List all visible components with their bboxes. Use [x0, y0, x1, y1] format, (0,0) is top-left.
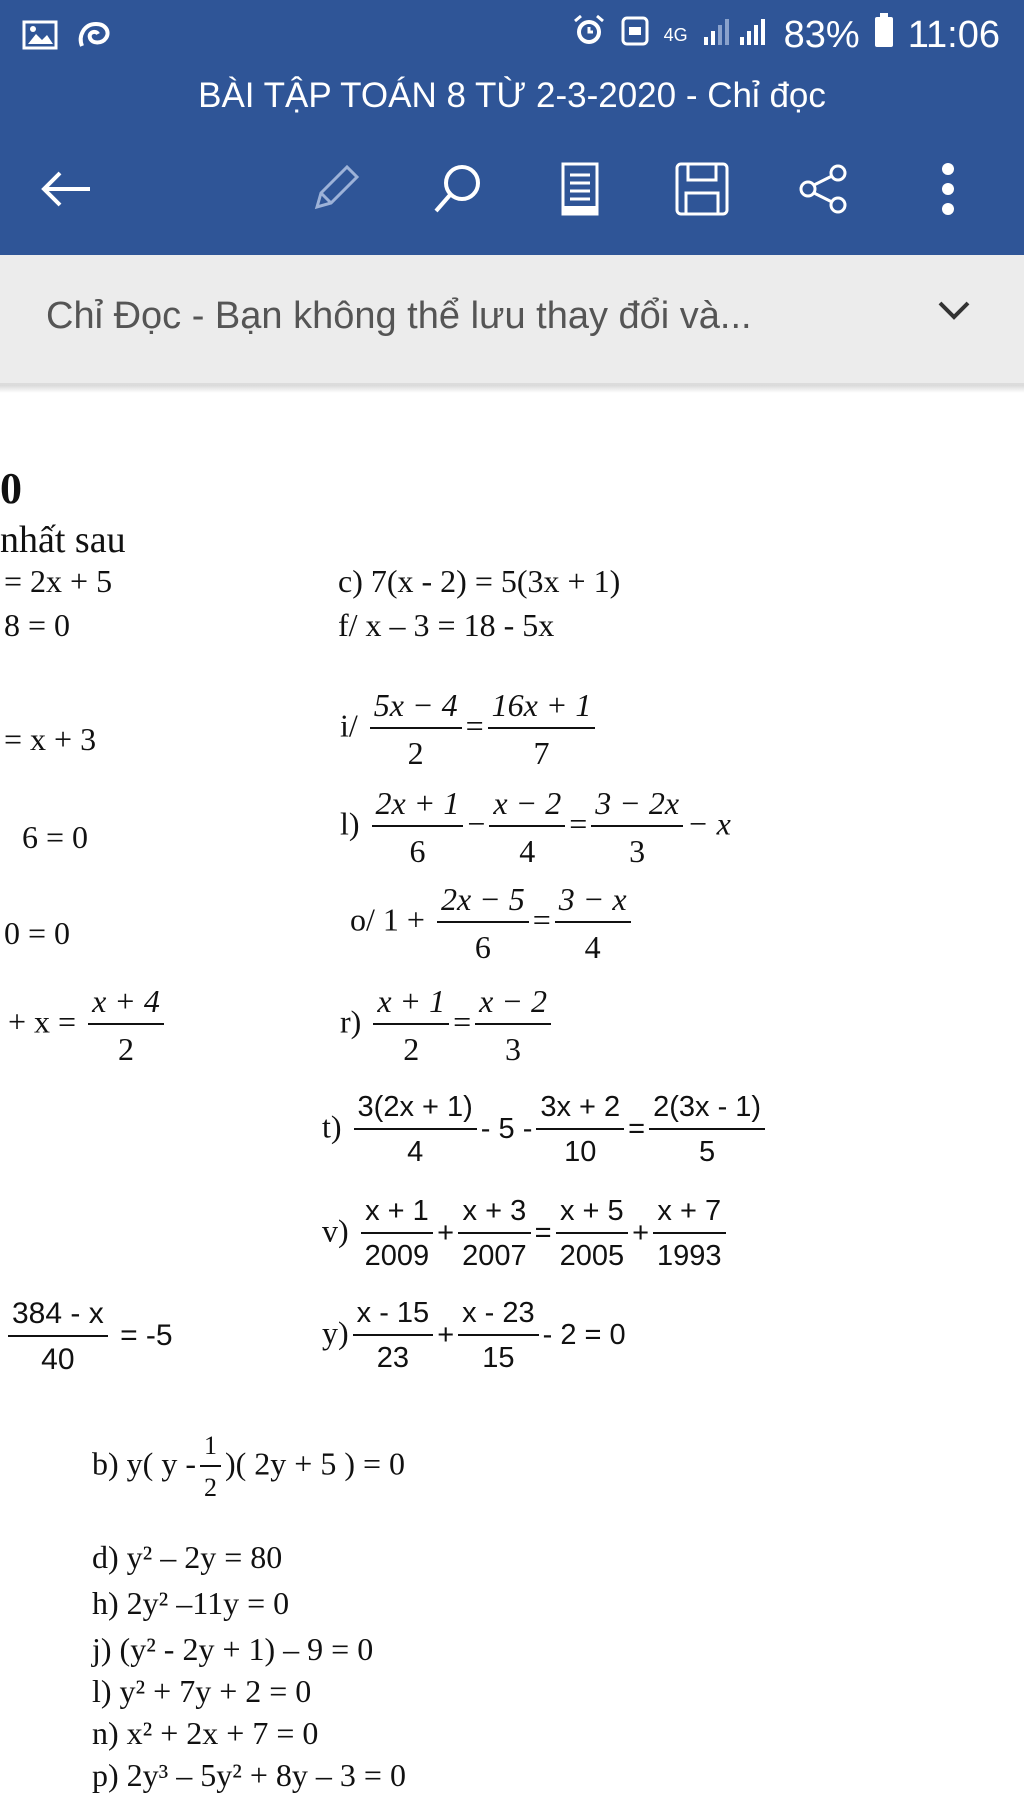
equation-h: h) 2y² –11y = 0 [92, 1585, 290, 1621]
equation-b [92, 1433, 405, 1501]
frac-denominator: 5 [699, 1136, 716, 1168]
equation-left-6 [8, 985, 168, 1065]
share-button[interactable] [784, 148, 864, 234]
equation-left-7 [4, 1299, 173, 1375]
frac-denominator: 2 [203, 1473, 217, 1502]
left7-suffix: = -5 [120, 1318, 173, 1352]
frac-denominator: 2007 [462, 1240, 527, 1272]
image-icon [22, 20, 58, 54]
frac-denominator: 6 [409, 833, 426, 869]
share-icon [796, 161, 852, 221]
equation-v [322, 1197, 730, 1271]
save-icon [674, 161, 730, 221]
equation-i-label: i/ [340, 707, 358, 744]
edit-pencil-icon [307, 161, 363, 221]
frac-numerator: 2(3x - 1) [649, 1093, 765, 1130]
frac-numerator: 2x + 1 [372, 787, 464, 827]
equation-j: j) (y² - 2y + 1) – 9 = 0 [92, 1631, 374, 1667]
frac-numerator: x + 1 [373, 985, 449, 1025]
back-button[interactable] [26, 148, 106, 234]
frac-numerator: x + 3 [458, 1197, 531, 1234]
equation-y [322, 1299, 626, 1373]
frac-denominator: 6 [474, 929, 491, 965]
equation-l2: l) y² + 7y + 2 = 0 [92, 1673, 312, 1709]
network-type: 4G [663, 24, 688, 45]
frac-numerator: x + 5 [556, 1197, 629, 1234]
alarm-icon [572, 13, 606, 57]
left6-numerator: x + 4 [88, 985, 164, 1025]
more-options-button[interactable] [908, 148, 988, 234]
reading-view-button[interactable] [540, 148, 620, 234]
equation-o [350, 883, 635, 963]
equals-sign: = [569, 805, 588, 842]
uc-browser-icon [76, 18, 114, 56]
reading-view-icon [560, 161, 600, 221]
equation-f: f/ x – 3 = 18 - 5x [338, 607, 555, 643]
equals-sign: = [532, 901, 551, 938]
frac-denominator: 15 [482, 1342, 515, 1374]
status-bar [0, 0, 1024, 72]
frac-numerator: 3 − x [555, 883, 631, 923]
equation-tail: − x [687, 805, 731, 842]
equation-n: n) x² + 2x + 7 = 0 [92, 1715, 319, 1751]
frac-numerator: x + 7 [653, 1197, 726, 1234]
equation-left-4: 6 = 0 [22, 819, 89, 855]
equation-c: c) 7(x - 2) = 5(3x + 1) [338, 563, 621, 599]
battery-percent: 83% [783, 13, 860, 56]
frac-numerator: 5x − 4 [370, 689, 462, 729]
frac-denominator: 23 [376, 1342, 410, 1374]
frac-denominator: 4 [584, 929, 601, 965]
equals-sign: = [453, 1003, 472, 1040]
equation-r [340, 985, 555, 1065]
equation-p: p) 2y³ – 5y² + 8y – 3 = 0 [92, 1757, 406, 1793]
frac-numerator: 3 − 2x [591, 787, 683, 827]
left6-denominator: 2 [117, 1031, 134, 1067]
document-title: BÀI TẬP TOÁN 8 TỪ 2-3-2020 - Chỉ đọc [198, 76, 826, 115]
chevron-down-icon[interactable] [936, 299, 972, 327]
equation-b-prefix: b) y( y - [92, 1445, 196, 1482]
equation-l [340, 787, 731, 867]
equation-b-suffix: )( 2y + 5 ) = 0 [224, 1445, 406, 1482]
frac-denominator: 10 [564, 1136, 597, 1168]
search-icon [430, 161, 486, 221]
frac-numerator: 2x − 5 [437, 883, 529, 923]
back-arrow-icon [38, 169, 94, 213]
left6-prefix: + x = [8, 1003, 77, 1040]
document-page[interactable] [0, 393, 1024, 1820]
more-options-icon [940, 161, 956, 221]
clock: 11:06 [907, 13, 1000, 56]
battery-icon [874, 12, 894, 58]
frac-denominator: 3 [505, 1031, 522, 1067]
operator: − [467, 805, 486, 842]
operator: + [437, 1216, 455, 1249]
frac-denominator: 4 [519, 833, 536, 869]
equation-o-label: o/ 1 + [350, 901, 425, 938]
operator: + [437, 1318, 455, 1351]
toolbar [0, 148, 1024, 234]
frac-numerator: 16x + 1 [488, 689, 596, 729]
frac-numerator: 1 [200, 1433, 221, 1467]
frac-denominator: 2009 [364, 1240, 430, 1272]
frac-denominator: 2005 [559, 1240, 625, 1272]
frac-denominator: 2 [407, 735, 424, 771]
equation-i [340, 689, 599, 769]
equation-t [322, 1093, 769, 1167]
banner-shadow [0, 385, 1024, 393]
frac-numerator: x − 2 [475, 985, 551, 1025]
app-bar [0, 0, 1024, 255]
left7-numerator: 384 - x [8, 1299, 108, 1337]
frac-numerator: 3(2x + 1) [354, 1093, 477, 1130]
frac-denominator: 2 [403, 1031, 420, 1067]
equation-t-label: t) [322, 1108, 342, 1145]
equation-y-label: y) [322, 1314, 349, 1351]
frac-denominator: 1993 [657, 1240, 722, 1272]
equation-tail: - 2 = 0 [542, 1318, 626, 1351]
nfc-icon [620, 14, 650, 57]
equation-middle: - 5 - [480, 1112, 533, 1145]
save-button[interactable] [662, 148, 742, 234]
frac-numerator: x − 2 [489, 787, 565, 827]
intro-fragment: nhất sau [0, 519, 126, 561]
frac-numerator: x - 23 [458, 1299, 539, 1336]
edit-button[interactable] [295, 148, 375, 234]
signal-icon [702, 14, 770, 57]
left7-denominator: 40 [41, 1343, 75, 1376]
equation-r-label: r) [340, 1003, 362, 1040]
frac-denominator: 7 [533, 735, 550, 771]
equation-v-label: v) [322, 1212, 349, 1249]
equals-sign: = [628, 1112, 646, 1145]
equals-sign: = [534, 1216, 552, 1249]
frac-denominator: 4 [407, 1136, 424, 1168]
frac-numerator: x - 15 [353, 1299, 434, 1336]
search-button[interactable] [418, 148, 498, 234]
equation-l-label: l) [340, 805, 360, 842]
equation-left-5: 0 = 0 [4, 915, 71, 951]
heading-fragment: 0 [0, 464, 22, 513]
equation-d: d) y² – 2y = 80 [92, 1539, 283, 1575]
read-only-banner[interactable] [0, 255, 1024, 385]
operator: + [632, 1216, 650, 1249]
equation-left-1: = 2x + 5 [4, 563, 113, 599]
read-only-message: Chỉ Đọc - Bạn không thể lưu thay đổi và... [46, 295, 752, 337]
equation-left-2: 8 = 0 [4, 607, 71, 643]
frac-denominator: 3 [629, 833, 646, 869]
equation-left-3: = x + 3 [4, 721, 97, 757]
equals-sign: = [465, 707, 484, 744]
frac-numerator: 3x + 2 [536, 1093, 624, 1130]
frac-numerator: x + 1 [361, 1197, 434, 1234]
